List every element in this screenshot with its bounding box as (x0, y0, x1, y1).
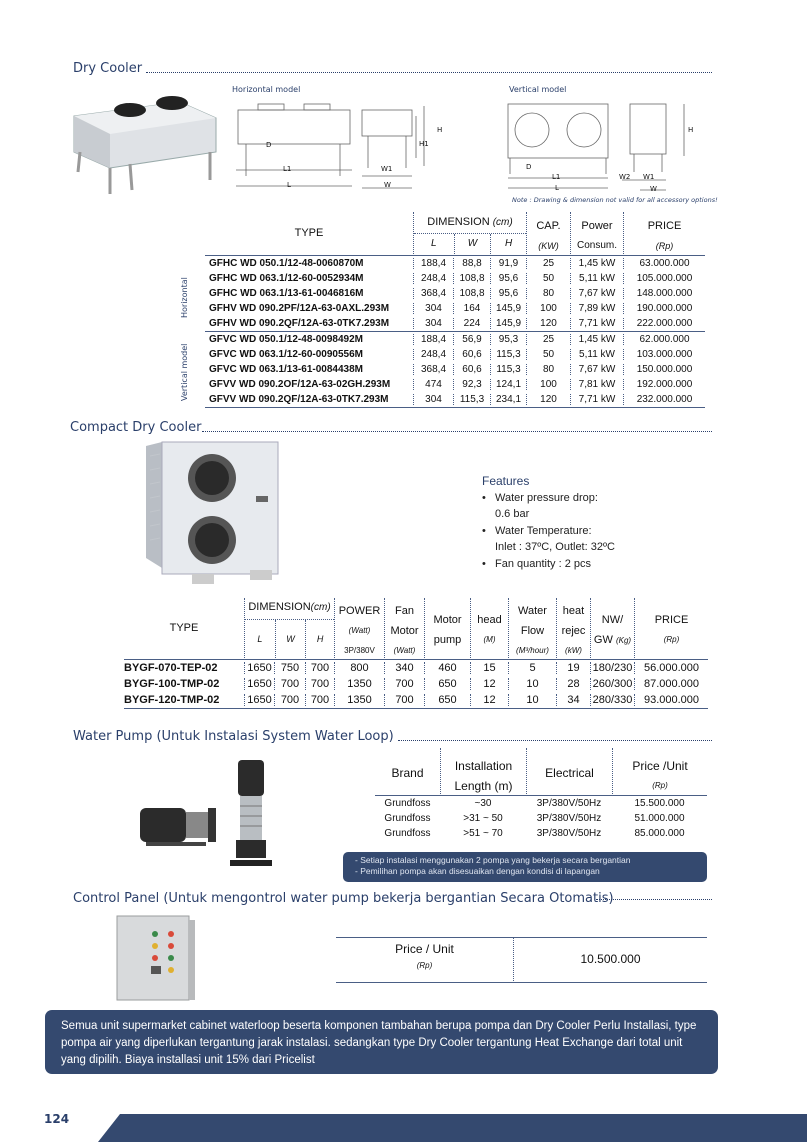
table-cell: 700 (305, 662, 334, 674)
col-heat-group (556, 598, 590, 660)
col-head-unit: (M) (483, 635, 496, 644)
col-fan-unit: (Watt) (393, 646, 416, 655)
table-cell: 80 (526, 364, 570, 375)
table-row (205, 347, 705, 362)
vertical-model-drawing (500, 96, 705, 196)
table-cell: 60,6 (453, 349, 490, 360)
col-h: H (305, 620, 334, 658)
table-cell: 700 (305, 694, 334, 706)
table-cell: 700 (384, 694, 424, 706)
table-cell: 85.000.000 (634, 828, 685, 839)
table-header (205, 212, 705, 256)
dim-h-label-v: H (688, 126, 694, 134)
vertical-model-label: Vertical model (509, 85, 567, 94)
dim-l-label-v: L (555, 184, 559, 192)
col-heat-unit: (kW) (565, 646, 582, 655)
table-cell: 3P/380V/50Hz (536, 798, 602, 809)
table-cell: 12 (470, 678, 508, 690)
table-header (124, 598, 708, 660)
col-power2: Consum. (576, 240, 617, 251)
table-cell: 700 (384, 678, 424, 690)
table-cell: GFHC WD 063.1/13-61-0046816M (209, 288, 364, 299)
dim-l1-label-v: L1 (552, 173, 561, 181)
table-row (375, 796, 707, 811)
col-fan: Fan (395, 605, 414, 617)
table-cell: 1,45 kW (570, 334, 623, 345)
col-dimension-group (413, 212, 526, 256)
table-cell: 1650 (244, 694, 274, 706)
table-cell: >51 ~ 70 (463, 828, 503, 839)
table-cell: 92,3 (453, 379, 490, 390)
dim-w1-label-v: W1 (643, 173, 655, 181)
table-cell: 15.500.000 (634, 798, 685, 809)
table-cell: 34 (556, 694, 590, 706)
table-cell: 368,4 (413, 288, 453, 299)
vertical-rows (205, 332, 705, 408)
table-cell: Grundfoss (384, 828, 431, 839)
pump-title: Water Pump (Untuk Instalasi System Water Loop) (73, 729, 394, 744)
table-cell: 108,8 (453, 273, 490, 284)
panel-title: Control Panel (Untuk mengontrol water pump bekerja bergantian Secara Otomatis) (73, 891, 614, 906)
table-cell: 10 (508, 678, 556, 690)
table-cell: 340 (384, 662, 424, 674)
table-cell: 56,9 (453, 334, 490, 345)
table-cell: 1650 (244, 678, 274, 690)
col-dimension-group (244, 598, 334, 660)
side-label-horizontal: Horizontal (180, 277, 189, 318)
pump-note: - Setiap instalasi menggunakan 2 pompa yang bekerja secara bergantian (355, 855, 631, 865)
table-cell: 120 (526, 318, 570, 329)
compact-title: Compact Dry Cooler (70, 420, 202, 435)
table-cell: 50 (526, 273, 570, 284)
table-cell: 7,81 kW (570, 379, 623, 390)
section-divider (146, 72, 712, 73)
page-number: 124 (44, 1112, 70, 1126)
pump-image (136, 756, 276, 868)
panel-price-unit: (Rp) (416, 961, 433, 970)
col-motor-group (424, 598, 470, 660)
footer-band (98, 1114, 807, 1142)
table-row (205, 256, 705, 271)
col-heat: heat (562, 605, 585, 617)
section-divider (202, 431, 712, 432)
table-cell: 145,9 (490, 303, 526, 314)
table-cell: 19 (556, 662, 590, 674)
dim-h1-label: H1 (419, 140, 429, 148)
dim-h-label: H (437, 126, 443, 134)
col-motor2: pump (433, 634, 462, 646)
col-price-unit: (Rp) (663, 635, 680, 644)
table-row (205, 332, 705, 347)
table-cell: 7,67 kW (570, 288, 623, 299)
table-cell: 474 (413, 379, 453, 390)
table-cell: 95,6 (490, 273, 526, 284)
table-cell: 248,4 (413, 273, 453, 284)
pump-notes (343, 852, 707, 882)
panel-price-table (336, 937, 707, 983)
col-dimension: DIMENSION (248, 601, 311, 613)
dim-w-label-v: W (650, 185, 657, 193)
dim-d-label: D (266, 141, 272, 149)
table-cell: 80 (526, 288, 570, 299)
table-cell: 232.000.000 (623, 394, 705, 405)
table-cell: 115,3 (490, 364, 526, 375)
col-power-unit: (Watt) (348, 626, 371, 635)
table-cell: 5 (508, 662, 556, 674)
table-cell: 222.000.000 (623, 318, 705, 329)
pump-rows (375, 796, 707, 841)
table-cell: 164 (453, 303, 490, 314)
table-cell: GFHV WD 090.2QF/12A-63-0TK7.293M (209, 318, 390, 329)
feature-item: • Water pressure drop: 0.6 bar (482, 490, 615, 522)
table-cell: 115,3 (490, 349, 526, 360)
table-cell: 50 (526, 349, 570, 360)
table-cell: 95,6 (490, 288, 526, 299)
col-electrical: Electrical (526, 748, 612, 796)
dry-cooler-image (70, 94, 220, 196)
col-head-group (470, 598, 508, 660)
table-cell: 51.000.000 (634, 813, 685, 824)
table-cell: 7,67 kW (570, 364, 623, 375)
table-cell: 650 (424, 678, 470, 690)
col-fan-group (384, 598, 424, 660)
table-cell: >31 ~ 50 (463, 813, 503, 824)
pump-table (375, 748, 707, 841)
dim-w-label: W (384, 181, 391, 189)
footer-note: Semua unit supermarket cabinet waterloop beserta komponen tambahan berupa pompa dan Dry Cooler Perlu Installasi, type pompa air yang diperlukan tergantung jarak instalasi. sedangkan type Dry Cooler tergantung Heat Exchange dari total unit yang dipilih. Biaya installasi unit 15% dari Pricelist (45, 1010, 718, 1074)
col-type: TYPE (169, 622, 199, 634)
compact-cooler-image (142, 440, 282, 588)
table-cell: Grundfoss (384, 813, 431, 824)
table-cell: 368,4 (413, 364, 453, 375)
col-price-group (623, 212, 705, 256)
panel-price-value: 10.500.000 (513, 938, 707, 981)
table-cell: 7,71 kW (570, 318, 623, 329)
table-cell: GFVV WD 090.2OF/12A-63-02GH.293M (209, 379, 391, 390)
dry-cooler-table (205, 212, 705, 408)
col-brand: Brand (391, 766, 424, 780)
table-cell: 234,1 (490, 394, 526, 405)
table-cell: 10 (508, 694, 556, 706)
table-row (205, 301, 705, 316)
col-dimension: DIMENSION (427, 216, 490, 228)
table-cell: 192.000.000 (623, 379, 705, 390)
col-gw-unit: (Kg) (615, 636, 632, 645)
table-cell: 28 (556, 678, 590, 690)
table-cell: 25 (526, 258, 570, 269)
col-w: W (275, 620, 306, 658)
dim-l-label: L (287, 181, 291, 189)
table-cell: 1650 (244, 662, 274, 674)
dim-w1-label: W1 (381, 165, 393, 173)
table-cell: GFHC WD 063.1/12-60-0052934M (209, 273, 364, 284)
col-water-unit: (M³/hour) (516, 646, 549, 655)
table-cell: 5,11 kW (570, 349, 623, 360)
col-power: POWER (338, 605, 381, 617)
table-cell: 5,11 kW (570, 273, 623, 284)
col-install2: Length (m) (454, 779, 513, 793)
col-power: Power (581, 220, 613, 232)
table-cell: 700 (274, 678, 305, 690)
dim-d-label-v: D (526, 163, 532, 171)
table-cell: 280/330 (590, 694, 634, 706)
table-cell: 124,1 (490, 379, 526, 390)
dim-w2-label: W2 (619, 173, 631, 181)
table-cell: GFVV WD 090.2QF/12A-63-0TK7.293M (209, 394, 389, 405)
table-row (375, 811, 707, 826)
table-row (205, 271, 705, 286)
col-gw: GW (593, 634, 613, 646)
table-cell: 224 (453, 318, 490, 329)
horizontal-model-label: Horizontal model (232, 85, 301, 94)
col-water-group (508, 598, 556, 660)
table-cell: GFHC WD 050.1/12-48-0060870M (209, 258, 364, 269)
table-cell: 100 (526, 379, 570, 390)
table-cell: 95,3 (490, 334, 526, 345)
table-cell: 7,89 kW (570, 303, 623, 314)
table-cell: BYGF-070-TEP-02 (124, 662, 218, 674)
col-nw: NW/ (601, 614, 624, 626)
table-cell: 91,9 (490, 258, 526, 269)
table-row (205, 362, 705, 377)
table-row (124, 660, 708, 676)
panel-price-header (336, 938, 513, 981)
table-cell: 150.000.000 (623, 364, 705, 375)
table-cell: 12 (470, 694, 508, 706)
col-motor: Motor (433, 614, 462, 626)
col-dimension-unit: (cm) (310, 602, 331, 613)
section-divider (398, 740, 712, 741)
col-power-group (570, 212, 623, 256)
table-cell: 148.000.000 (623, 288, 705, 299)
feature-item: • Fan quantity : 2 pcs (482, 556, 615, 572)
table-cell: GFVC WD 063.1/12-60-0090556M (209, 349, 363, 360)
table-cell: BYGF-100-TMP-02 (124, 678, 220, 690)
features-block (482, 474, 615, 572)
col-fan2: Motor (390, 625, 419, 637)
table-cell: 190.000.000 (623, 303, 705, 314)
col-price-group (612, 748, 707, 796)
table-cell: 145,9 (490, 318, 526, 329)
table-cell: 60,6 (453, 364, 490, 375)
table-cell: 304 (413, 303, 453, 314)
table-cell: 1350 (334, 694, 384, 706)
table-cell: 93.000.000 (634, 694, 708, 706)
table-cell: 650 (424, 694, 470, 706)
table-cell: 700 (305, 678, 334, 690)
table-cell: 1350 (334, 678, 384, 690)
col-price-unit: (Rp) (652, 781, 668, 790)
col-l: L (431, 238, 437, 249)
col-power-group (334, 598, 384, 660)
table-row (124, 692, 708, 708)
table-header (375, 748, 707, 796)
table-cell: 62.000.000 (623, 334, 705, 345)
horizontal-rows (205, 256, 705, 332)
col-price-group (634, 598, 708, 660)
table-cell: 1,45 kW (570, 258, 623, 269)
table-cell: 115,3 (453, 394, 490, 405)
col-cap: CAP. (536, 220, 561, 232)
table-cell: GFVC WD 050.1/12-48-0098492M (209, 334, 363, 345)
table-cell: BYGF-120-TMP-02 (124, 694, 220, 706)
col-nwgw-group (590, 598, 634, 660)
col-power-sub: 3P/380V (344, 646, 375, 655)
compact-rows (124, 660, 708, 709)
table-cell: 63.000.000 (623, 258, 705, 269)
side-label-vertical: Vertical model (180, 343, 189, 401)
table-cell: 3P/380V/50Hz (536, 828, 602, 839)
panel-price-label: Price / Unit (395, 942, 454, 956)
col-head: head (477, 614, 502, 626)
table-cell: 105.000.000 (623, 273, 705, 284)
horizontal-model-drawing (228, 96, 448, 196)
table-cell: 120 (526, 394, 570, 405)
table-cell: 15 (470, 662, 508, 674)
table-cell: 3P/380V/50Hz (536, 813, 602, 824)
table-cell: 260/300 (590, 678, 634, 690)
dry-cooler-title: Dry Cooler (73, 61, 143, 76)
col-price: Price /Unit (632, 759, 688, 773)
table-cell: 188,4 (413, 334, 453, 345)
control-panel-image (115, 914, 197, 1004)
dim-l1-label: L1 (283, 165, 292, 173)
table-row (124, 676, 708, 692)
table-cell: 180/230 (590, 662, 634, 674)
table-cell: 25 (526, 334, 570, 345)
section-divider (596, 899, 712, 900)
table-cell: 188,4 (413, 258, 453, 269)
table-row (375, 826, 707, 841)
col-heat2: rejec (561, 625, 586, 637)
col-price-unit: (Rp) (655, 241, 674, 251)
table-cell: 750 (274, 662, 305, 674)
table-cell: 88,8 (453, 258, 490, 269)
table-cell: 248,4 (413, 349, 453, 360)
col-w: W (454, 234, 491, 254)
table-cell: 460 (424, 662, 470, 674)
compact-table (124, 598, 708, 709)
table-cell: GFVC WD 063.1/13-61-0084438M (209, 364, 363, 375)
table-row (205, 286, 705, 301)
col-dimension-unit: (cm) (492, 217, 513, 228)
table-cell: 87.000.000 (634, 678, 708, 690)
table-cell: GFHV WD 090.2PF/12A-63-0AXL.293M (209, 303, 390, 314)
table-cell: 108,8 (453, 288, 490, 299)
col-type: TYPE (294, 227, 324, 239)
table-cell: 103.000.000 (623, 349, 705, 360)
feature-item: • Water Temperature: Inlet : 37ºC, Outlet: 32ºC (482, 523, 615, 555)
table-cell: 100 (526, 303, 570, 314)
table-cell: 7,71 kW (570, 394, 623, 405)
col-l: L (257, 634, 263, 644)
drawing-note: Note : Drawing & dimension not valid for all accessory options! (512, 196, 718, 204)
col-install: Installation (454, 759, 513, 773)
col-h: H (490, 234, 526, 254)
table-cell: 800 (334, 662, 384, 674)
col-install-group (440, 748, 526, 796)
pump-note: - Pemilihan pompa akan disesuaikan dengan kondisi di lapangan (355, 866, 600, 876)
col-water2: Flow (520, 625, 545, 637)
table-cell: 56.000.000 (634, 662, 708, 674)
table-row (205, 392, 705, 407)
table-cell: ~30 (474, 798, 492, 809)
table-cell: Grundfoss (384, 798, 431, 809)
table-cell: 304 (413, 318, 453, 329)
col-cap-unit: (KW) (538, 241, 559, 251)
col-cap-group (526, 212, 570, 256)
features-title: Features (482, 474, 530, 488)
col-price: PRICE (647, 220, 682, 232)
col-water: Water (518, 605, 547, 617)
table-cell: 700 (274, 694, 305, 706)
table-cell: 304 (413, 394, 453, 405)
col-price: PRICE (654, 614, 689, 626)
table-row (205, 316, 705, 331)
table-row (205, 377, 705, 392)
